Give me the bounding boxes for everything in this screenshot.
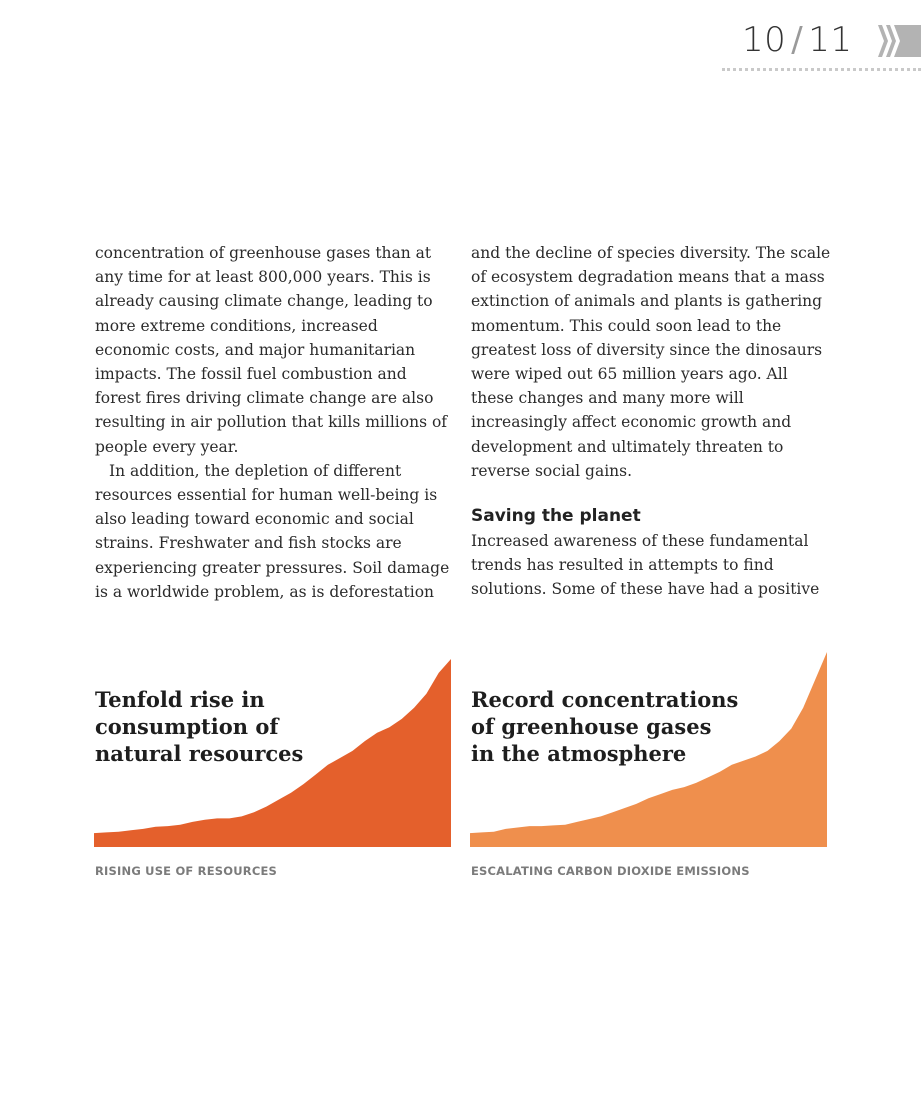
section-heading: Saving the planet xyxy=(471,506,641,527)
chart-title: Record concentrations of greenhouse gases in the atmosphere xyxy=(471,687,739,766)
header-dotted-rule xyxy=(722,68,921,71)
greenhouse-area-chart xyxy=(470,640,827,850)
chart-title: Tenfold rise in consumption of natural resources xyxy=(95,687,304,766)
page-separator: / xyxy=(791,20,804,60)
page-current: 10 xyxy=(742,20,787,60)
chart-caption: RISING USE OF RESOURCES xyxy=(95,864,278,878)
page-number xyxy=(742,20,853,66)
text-column-left xyxy=(95,241,455,604)
paragraph: concentration of greenhouse gases than at any time for at least 800,000 years. This is already causing climate change, leading to more extreme conditions, increased economic costs, and major humanitarian impacts. The fossil fuel combustion and forest fires driving climate change are also resulting in air pollution that kills millions of people every year. xyxy=(95,244,448,456)
page-total: 11 xyxy=(808,20,853,60)
paragraph: Increased awareness of these fundamental trends has resulted in attempts to find solutions. Some of these have had a positive xyxy=(471,532,820,599)
text-column-right xyxy=(471,241,831,602)
next-page-chevrons-icon[interactable] xyxy=(876,25,921,57)
chart-caption: ESCALATING CARBON DIOXIDE EMISSIONS xyxy=(471,864,750,878)
paragraph: In addition, the depletion of different resources essential for human well-being is also leading toward economic and social strains. Freshwater and fish stocks are experiencing greater pressures. Soil damage is a worldwide problem, as is deforestation xyxy=(95,461,450,601)
paragraph: and the decline of species diversity. The scale of ecosystem degradation means that a mass extinction of animals and plants is gathering momentum. This could soon lead to the greatest loss of diversity since the dinosaurs were wiped out 65 million years ago. All these changes and many more will increasingly affect economic growth and development and ultimately threaten to reverse social gains. xyxy=(471,244,831,480)
resources-area-chart xyxy=(94,640,451,850)
